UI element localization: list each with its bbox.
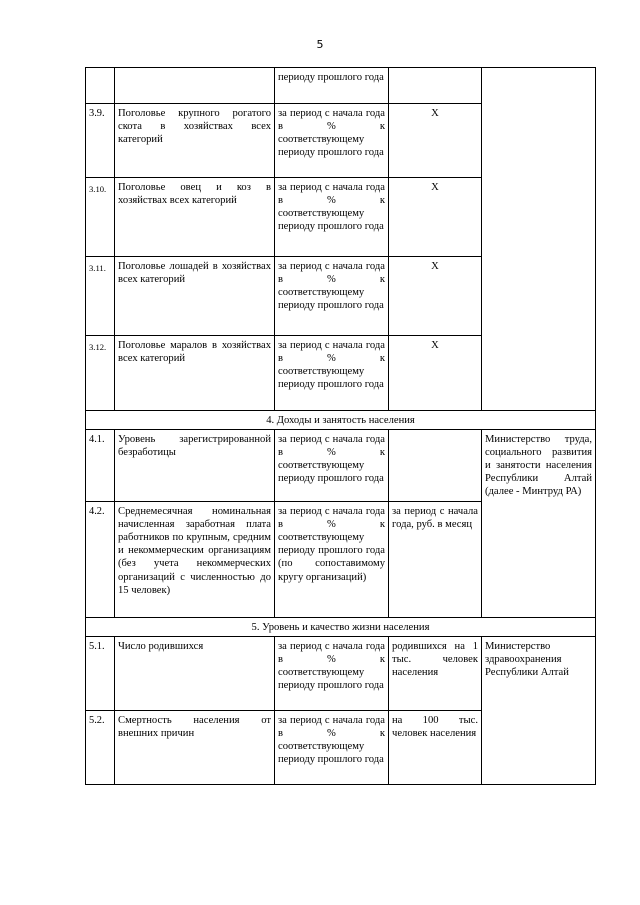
indicator-cell: Среднемесячная номинальная начисленная заработная плата работников по крупным, средним и некоммерческим организациям (без учета некоммерческих организаций с численностью до 15 человек): [115, 502, 275, 618]
indicators-table: [85, 67, 596, 785]
indicator-cell: Смертность населения от внешних причин: [115, 711, 275, 785]
number-cell: 3.12.: [86, 336, 115, 411]
unit-cell: за период с начала года, руб. в месяц: [389, 502, 482, 618]
table-row: [86, 68, 596, 104]
period-cell: за период с начала года в % к соответствующему периоду прошлого года: [275, 104, 389, 178]
unit-cell: X: [389, 257, 482, 336]
unit-cell: X: [389, 104, 482, 178]
period-cell: за период с начала года в % к соответствующему периоду прошлого года: [275, 257, 389, 336]
unit-cell: [389, 68, 482, 104]
number-cell: 4.1.: [86, 430, 115, 502]
table-row: [86, 637, 596, 711]
section-header-row: [86, 618, 596, 637]
responsible-cell: Министерство труда, социального развития и занятости населения Республики Алтай (далее - Минтруд РА): [482, 430, 596, 618]
page-number: 5: [316, 38, 324, 51]
period-cell: за период с начала года в % к соответствующему периоду прошлого года: [275, 336, 389, 411]
unit-cell: X: [389, 336, 482, 411]
number-cell: 3.11.: [86, 257, 115, 336]
period-cell: за период с начала года в % к соответствующему периоду прошлого года: [275, 711, 389, 785]
period-cell: за период с начала года в % к соответствующему периоду прошлого года (по сопоставимому кругу организаций): [275, 502, 389, 618]
unit-cell: на 100 тыс. человек населения: [389, 711, 482, 785]
number-cell: 3.10.: [86, 178, 115, 257]
number-cell: 4.2.: [86, 502, 115, 618]
indicator-cell: Поголовье овец и коз в хозяйствах всех категорий: [115, 178, 275, 257]
indicator-cell: Уровень зарегистрированной безработицы: [115, 430, 275, 502]
section-title: 4. Доходы и занятость населения: [86, 411, 596, 430]
number-cell: 5.1.: [86, 637, 115, 711]
table-row: [86, 430, 596, 502]
unit-cell: X: [389, 178, 482, 257]
number-cell: 5.2.: [86, 711, 115, 785]
number-cell: 3.9.: [86, 104, 115, 178]
indicator-cell: Поголовье лошадей в хозяйствах всех категорий: [115, 257, 275, 336]
number-cell: [86, 68, 115, 104]
period-cell: периоду прошлого года: [275, 68, 389, 104]
indicator-cell: Число родившихся: [115, 637, 275, 711]
unit-cell: [389, 430, 482, 502]
indicator-cell: Поголовье крупного рогатого скота в хозяйствах всех категорий: [115, 104, 275, 178]
indicator-cell: Поголовье маралов в хозяйствах всех категорий: [115, 336, 275, 411]
period-cell: за период с начала года в % к соответствующему периоду прошлого года: [275, 430, 389, 502]
responsible-cell: [482, 68, 596, 411]
section-header-row: [86, 411, 596, 430]
indicator-cell: [115, 68, 275, 104]
responsible-cell: Министерство здравоохранения Республики Алтай: [482, 637, 596, 785]
section-title: 5. Уровень и качество жизни населения: [86, 618, 596, 637]
unit-cell: родившихся на 1 тыс. человек населения: [389, 637, 482, 711]
period-cell: за период с начала года в % к соответствующему периоду прошлого года: [275, 178, 389, 257]
period-cell: за период с начала года в % к соответствующему периоду прошлого года: [275, 637, 389, 711]
